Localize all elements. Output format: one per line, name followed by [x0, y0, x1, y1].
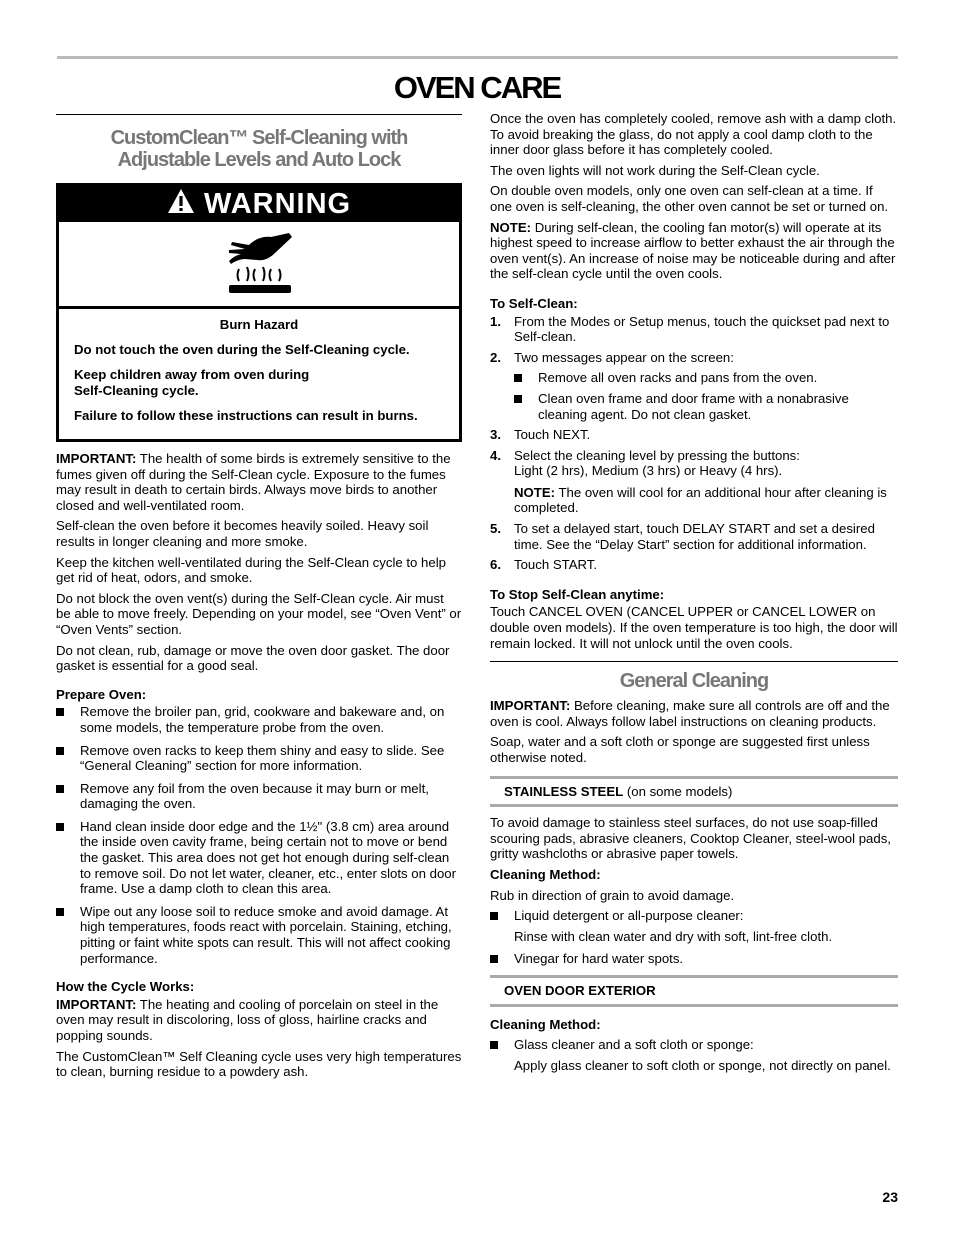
oven-door-bar: OVEN DOOR EXTERIOR [490, 975, 898, 1007]
paragraph: Once the oven has completely cooled, remove ash with a damp cloth. To avoid breaking the glass, do not apply a cool damp cloth to the inner door glass before it has completely cooled. [490, 111, 897, 158]
general-cleaning-title: General Cleaning [619, 670, 769, 693]
apply-text: Apply glass cleaner to soft cloth or sponge, not directly on panel. [514, 1057, 891, 1073]
step: 4. Select the cleaning level by pressing the buttons: Light (2 hrs), Medium (3 hrs) or Heavy (4 hrs). NOTE: The oven will cool for an additional hour after cleaning is completed. [490, 448, 898, 516]
section-rule [56, 114, 462, 115]
step: 2. Two messages appear on the screen: Remove all oven racks and pans from the oven. Clean oven frame and door frame with a nonabrasive cleaning agent. Do not clean gasket. [490, 350, 898, 422]
selfclean-heading: To Self-Clean: [490, 295, 578, 311]
cycle-heading: How the Cycle Works: [56, 979, 195, 995]
section-title-line2: Adjustable Levels and Auto Lock [117, 149, 401, 171]
warning-box [56, 183, 462, 442]
cleaning-method-label: Cleaning Method: [490, 1016, 601, 1032]
stop-heading: To Stop Self-Clean anytime: [490, 586, 665, 602]
selfclean-steps [490, 314, 898, 573]
section-rule [490, 661, 898, 662]
paragraph: Touch CANCEL OVEN (CANCEL UPPER or CANCEL LOWER on double oven models). If the oven temperature is too high, the door will remain locked. It will not unlock until the oven cools. [490, 604, 898, 651]
paragraph: To avoid damage to stainless steel surfaces, do not use soap-filled scouring pads, abrasive cleaners, Cooktop Cleaner, steel-wool pads, gritty washcloths or abrasive paper towels. [490, 815, 891, 862]
important-paragraph: IMPORTANT: The health of some birds is extremely sensitive to the fumes given off during the Self-Clean cycle. Exposure to the fumes may result in death to certain birds. Always move birds to another closed and well-ventilated room. [56, 451, 451, 513]
paragraph: On double oven models, only one oven can self-clean at a time. If one oven is self-cleaning, the other oven cannot be set or turned on. [490, 183, 889, 214]
step-note: NOTE: The oven will cool for an additional hour after cleaning is completed. [514, 484, 887, 516]
step: 3. Touch NEXT. [490, 427, 591, 443]
paragraph: Keep the kitchen well-ventilated during the Self-Clean cycle to help get rid of heat, odors, and smoke. [56, 554, 446, 586]
section-title [56, 127, 462, 171]
page-number: 23 [882, 1189, 898, 1205]
paragraph: Do not clean, rub, damage or move the oven door gasket. The door gasket is essential for a good seal. [56, 642, 450, 674]
door-list [490, 1037, 898, 1053]
warning-label: WARNING [203, 188, 352, 220]
warning-line1: Do not touch the oven during the Self-Cleaning cycle. [74, 342, 410, 357]
paragraph: The oven lights will not work during the Self-Clean cycle. [490, 162, 820, 178]
stainless-list [490, 951, 898, 967]
list-item: Remove the broiler pan, grid, cookware and bakeware and, on some models, the temperature probe from the oven. [56, 704, 462, 735]
step-sublist [514, 370, 898, 422]
list-item: Glass cleaner and a soft cloth or sponge: [490, 1037, 898, 1053]
paragraph: Self-clean the oven before it becomes heavily soiled. Heavy soil results in longer cleaning and more smoke. [56, 518, 429, 549]
top-rule [57, 56, 898, 59]
note-paragraph: NOTE: During self-clean, the cooling fan motor(s) will operate at its highest speed to increase airflow to better exhaust the air through the oven vent(s). An increase of noise may be noticeable during and after the self-clean cycle until the oven cools. [490, 219, 896, 282]
prepare-heading: Prepare Oven: [56, 686, 147, 702]
warning-text [59, 309, 459, 439]
section-title-line1: CustomClean™ Self-Cleaning with [110, 127, 408, 149]
stainless-list [490, 908, 898, 924]
list-item: Remove all oven racks and pans from the oven. [514, 370, 898, 386]
step: 1. From the Modes or Setup menus, touch the quickset pad next to Self-clean. [490, 313, 890, 345]
list-item: Wipe out any loose soil to reduce smoke and avoid damage. At high temperatures, foods react with porcelain. Staining, etching, pitting or faint white spots can result. This will not affect cooking performance. [56, 904, 462, 966]
paragraph: The CustomClean™ Self Cleaning cycle uses very high temperatures to clean, burning residue to a powdery ash. [56, 1048, 462, 1080]
list-item: Vinegar for hard water spots. [490, 951, 898, 967]
warning-triangle-icon [167, 187, 195, 223]
burn-hand-icon [59, 222, 459, 309]
list-item: Hand clean inside door edge and the 1½" (3.8 cm) area around the inside oven cavity frame, being certain not to move or bend the gasket. This area does not get hot enough during self-clean to remove soil. Do not let water, cleaner, etc., enter slots on door frame. Use a damp cloth to clean this area. [56, 819, 462, 897]
paragraph: Do not block the oven vent(s) during the Self-Clean cycle. Air must be able to move freely. Depending on your model, see “Oven Vent” or “Oven Vents” section. [56, 590, 462, 637]
rinse-text: Rinse with clean water and dry with soft, lint-free cloth. [514, 928, 833, 944]
prepare-list [56, 704, 462, 966]
hazard-title: Burn Hazard [219, 317, 299, 332]
warning-header [59, 186, 459, 222]
right-column [490, 111, 898, 1080]
paragraph: Soap, water and a soft cloth or sponge are suggested first unless otherwise noted. [490, 734, 870, 765]
list-item: Clean oven frame and door frame with a nonabrasive cleaning agent. Do not clean gasket. [514, 391, 898, 422]
step: 6. Touch START. [490, 557, 598, 573]
list-item: Liquid detergent or all-purpose cleaner: [490, 908, 898, 924]
page-title: OVEN CARE [393, 70, 561, 105]
warning-line2: Keep children away from oven during Self-Cleaning cycle. [74, 367, 310, 398]
warning-line3: Failure to follow these instructions can result in burns. [74, 408, 418, 423]
cycle-important: IMPORTANT: The heating and cooling of porcelain on steel in the oven may result in discoloring, loss of gloss, hairline cracks and popping sounds. [56, 996, 439, 1043]
left-column [56, 114, 462, 1085]
list-item: Remove oven racks to keep them shiny and easy to slide. See “General Cleaning” section for more information. [56, 743, 462, 774]
stainless-steel-bar: STAINLESS STEEL (on some models) [490, 776, 898, 808]
list-item: Remove any foil from the oven because it may burn or melt, damaging the oven. [56, 781, 462, 812]
step: 5. To set a delayed start, touch DELAY START and set a desired time. See the “Delay Start” section for additional information. [490, 521, 875, 552]
cleaning-method-label: Cleaning Method: [490, 866, 601, 882]
important-paragraph: IMPORTANT: Before cleaning, make sure all controls are off and the oven is cool. Always follow label instructions on cleaning products. [490, 698, 890, 729]
paragraph: Rub in direction of grain to avoid damage. [490, 887, 735, 903]
